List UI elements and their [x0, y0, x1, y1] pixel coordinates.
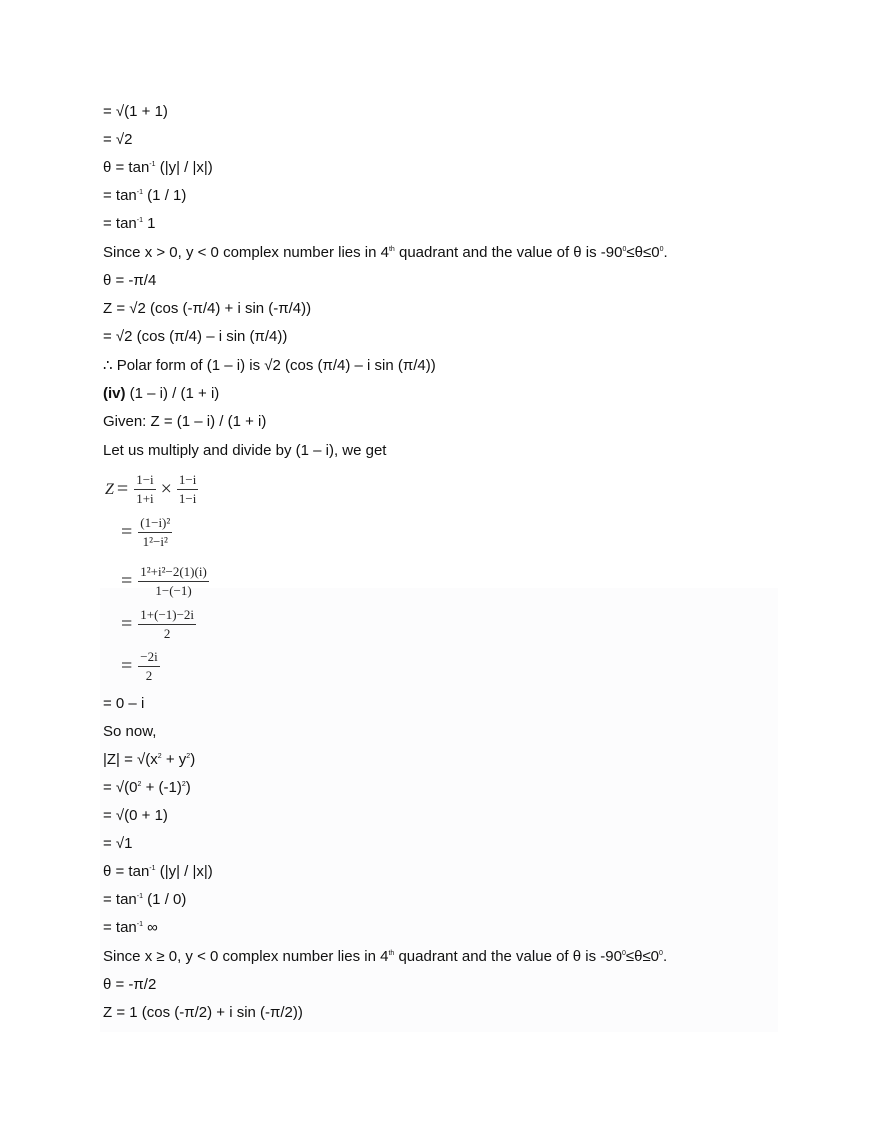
text-line: = √(0 + 1): [103, 807, 168, 824]
text-line: ∴ Polar form of (1 – i) is √2 (cos (π/4) – i sin (π/4)): [103, 357, 436, 374]
text-line: Let us multiply and divide by (1 – i), we get: [103, 442, 387, 459]
text-line: = $√(0^2 + (-1)^2)$: [103, 779, 191, 796]
text-line: = √2 (cos (π/4) – i sin (π/4)): [103, 328, 288, 345]
text-line: So now,: [103, 723, 157, 740]
text-line: $\theta = \tan^{-1} (|y| / |x|)$: [103, 159, 213, 176]
text-line: = √2: [103, 131, 133, 148]
fraction: $\frac{\text{(1−i)²}}{\text{1²−i²}}$: [140, 515, 171, 549]
text-line: $\theta = \tan^{-1} (|y| / |x|)$: [103, 863, 213, 880]
fraction: $\frac{\text{1²+i²−2(1)(i)}}{1-(-1)}$: [140, 564, 207, 598]
text-line: Z = 1 (cos (-π/2) + i sin (-π/2)): [103, 1004, 303, 1021]
fraction: $\frac{1-i}{1+i}$: [136, 472, 154, 506]
text-line: Z = √2 (cos (-π/4) + i sin (-π/4)): [103, 300, 312, 317]
text-line: Given: Z = (1 – i) / (1 + i): [103, 413, 267, 430]
section-heading: (iv) (1 – i) / (1 + i): [103, 385, 220, 402]
text-line: = √1: [103, 835, 133, 852]
text-line: = 0 – i: [103, 695, 145, 712]
text-line: $|Z| = √(x^2 + y^2)$: [103, 751, 196, 768]
text-line: = $\tan^{-1}$ ∞: [103, 919, 158, 936]
text-line: = √(1 + 1): [103, 103, 168, 120]
text-line: Since x ≥ 0, y < 0 complex number lies in 4th quadrant and the value of θ is $-90^0\le\theta\le 0^0$.: [103, 948, 668, 965]
text-line: = $\tan^{-1} 1$: [103, 215, 156, 232]
fraction: $\frac{1-i}{1-i}$: [178, 472, 197, 506]
fraction: $\frac{-2i}{2}$: [140, 649, 158, 683]
fraction: $\frac{1+(-1)-2i}{2}$: [140, 607, 195, 641]
text-line: = $\tan^{-1} (1 / 1)$: [103, 187, 187, 204]
text-line: = $\tan^{-1} (1 / 0)$: [103, 891, 187, 908]
text-line: Since x > 0, y < 0 complex number lies in 4th quadrant and the value of θ is $-90^0\le\theta\le 0^0$.: [103, 244, 668, 261]
text-line: θ = -π/2: [103, 976, 157, 993]
text-line: θ = -π/4: [103, 272, 157, 289]
